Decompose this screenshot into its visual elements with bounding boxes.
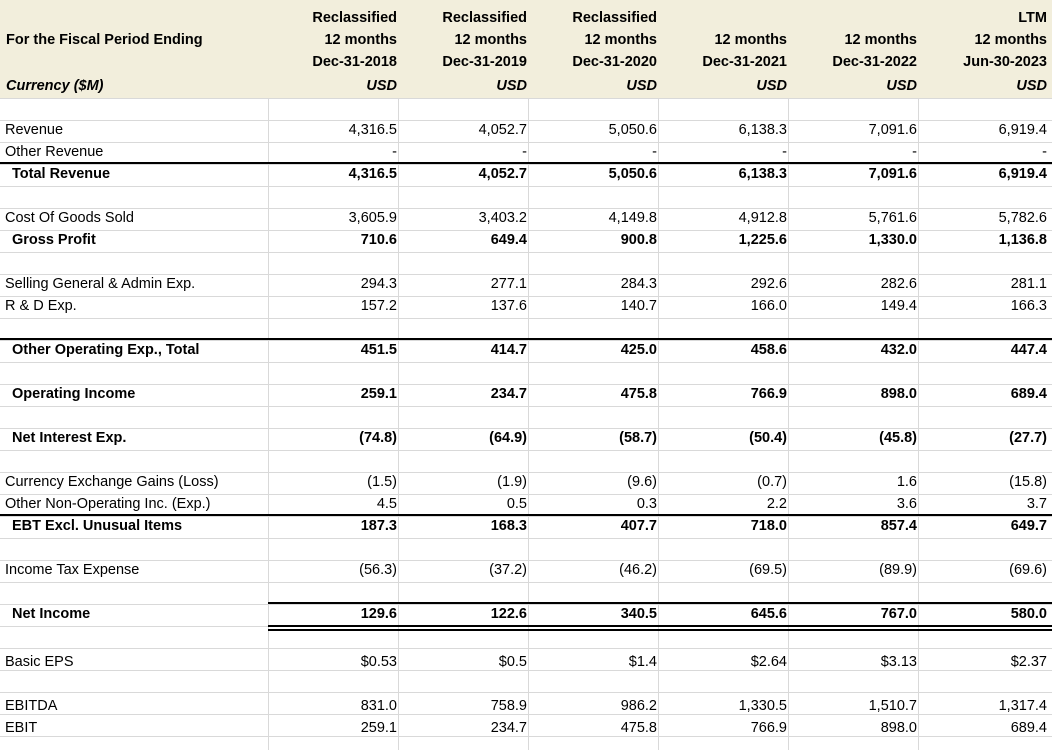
cell-value: $2.64 [750,654,787,670]
cell-value: 4,052.7 [478,122,527,138]
row-gridline [0,582,1052,583]
cell-value: 292.6 [750,276,787,292]
cell-value: 451.5 [360,342,397,358]
column-header-currency: USD [626,78,657,94]
cell-value: 767.0 [880,606,917,622]
cell-value: 166.3 [1010,298,1047,314]
table-row [0,559,1052,581]
cell-value: 3.7 [1026,496,1047,512]
cell-value: 1,330.5 [738,698,787,714]
row-gridline [0,648,1052,649]
cell-value: (64.9) [489,430,527,446]
row-gridline [0,318,1052,319]
column-header-date: Dec-31-2020 [572,54,657,70]
cell-value: (15.8) [1009,474,1047,490]
cell-value: 259.1 [360,386,397,402]
row-label: EBITDA [5,698,58,714]
cell-value: $2.37 [1010,654,1047,670]
cell-value: 282.6 [880,276,917,292]
cell-value: 4,149.8 [608,210,657,226]
row-gridline [0,692,1052,693]
column-header-duration: 12 months [844,32,917,48]
row-label: Other Revenue [5,144,104,160]
table-row [0,339,1052,361]
row-label: Selling General & Admin Exp. [5,276,196,292]
cell-value: 166.0 [750,298,787,314]
cell-value: 898.0 [880,386,917,402]
cell-value: 689.4 [1010,720,1047,736]
cell-value: 340.5 [620,606,657,622]
table-row [0,695,1052,717]
cell-value: 3,403.2 [478,210,527,226]
cell-value: 831.0 [360,698,397,714]
row-label: Basic EPS [5,654,74,670]
cell-value: 277.1 [490,276,527,292]
cell-value: 425.0 [620,342,657,358]
cell-value: 689.4 [1010,386,1047,402]
column-header-currency: USD [366,78,397,94]
cell-value: 1,317.4 [998,698,1047,714]
column-header-date: Dec-31-2018 [312,54,397,70]
cell-value: $0.53 [360,654,397,670]
table-row [0,603,1052,625]
cell-value: 5,782.6 [998,210,1047,226]
cell-value: (1.9) [497,474,527,490]
cell-value: 1,136.8 [998,232,1047,248]
period-label: For the Fiscal Period Ending [6,32,203,48]
cell-value: (1.5) [367,474,397,490]
row-label: Operating Income [12,386,136,402]
cell-value: 140.7 [620,298,657,314]
cell-value: - [912,144,917,160]
table-row [0,383,1052,405]
cell-value: 6,138.3 [738,166,787,182]
row-label: EBIT [5,720,38,736]
cell-value: 475.8 [620,720,657,736]
cell-value: (0.7) [757,474,787,490]
cell-value: 2.2 [766,496,787,512]
cell-value: 710.6 [360,232,397,248]
cell-value: 284.3 [620,276,657,292]
cell-value: 898.0 [880,720,917,736]
cell-value: (89.9) [879,562,917,578]
cell-value: 3.6 [896,496,917,512]
cell-value: 7,091.6 [868,166,917,182]
cell-value: 4,052.7 [478,166,527,182]
column-header-date: Dec-31-2019 [442,54,527,70]
column-header-date: Dec-31-2021 [702,54,787,70]
cell-value: 432.0 [880,342,917,358]
column-header-duration: 12 months [324,32,397,48]
column-header-date: Dec-31-2022 [832,54,917,70]
row-gridline [0,252,1052,253]
column-header-currency: USD [756,78,787,94]
cell-value: 234.7 [490,720,527,736]
cell-value: 758.9 [490,698,527,714]
column-header-3 [532,7,657,97]
cell-value: 649.4 [490,232,527,248]
total-rule-top [268,602,1052,604]
cell-value: 1,510.7 [868,698,917,714]
cell-value: 857.4 [880,518,917,534]
column-header-duration: 12 months [454,32,527,48]
row-label: Income Tax Expense [5,562,140,578]
cell-value: 0.5 [506,496,527,512]
column-header-duration: 12 months [584,32,657,48]
column-header-2 [402,7,527,97]
cell-value: (9.6) [627,474,657,490]
cell-value: 407.7 [620,518,657,534]
table-row [0,651,1052,673]
cell-value: (58.7) [619,430,657,446]
column-header-type: Reclassified [312,10,397,26]
subtotal-rule [0,162,1052,164]
total-double-rule [268,629,1052,631]
row-label: EBT Excl. Unusual Items [12,518,183,534]
column-header-currency: USD [1016,78,1047,94]
cell-value: (27.7) [1009,430,1047,446]
cell-value: 281.1 [1010,276,1047,292]
cell-value: 1.6 [896,474,917,490]
cell-value: (50.4) [749,430,787,446]
cell-value: 137.6 [490,298,527,314]
cell-value: - [1042,144,1047,160]
cell-value: 0.3 [636,496,657,512]
table-row [0,295,1052,317]
cell-value: 986.2 [620,698,657,714]
row-label: Net Income [12,606,91,622]
cell-value: 1,225.6 [738,232,787,248]
table-header [0,0,1052,98]
row-label: Gross Profit [12,232,96,248]
row-label: Total Revenue [12,166,111,182]
currency-label: Currency ($M) [6,78,104,94]
cell-value: $1.4 [628,654,657,670]
cell-value: (69.6) [1009,562,1047,578]
column-header-duration: 12 months [974,32,1047,48]
row-label: Revenue [5,122,64,138]
cell-value: $3.13 [880,654,917,670]
column-header-5 [792,7,917,97]
row-gridline [0,406,1052,407]
column-header-type: LTM [1018,10,1047,26]
cell-value: 122.6 [490,606,527,622]
column-header-4 [662,7,787,97]
row-label: Currency Exchange Gains (Loss) [5,474,219,490]
cell-value: 4.5 [376,496,397,512]
column-header-type: Reclassified [572,10,657,26]
cell-value: (74.8) [359,430,397,446]
cell-value: 5,761.6 [868,210,917,226]
cell-value: (46.2) [619,562,657,578]
cell-value: 580.0 [1010,606,1047,622]
cell-value: 234.7 [490,386,527,402]
table-row [0,471,1052,493]
cell-value: 458.6 [750,342,787,358]
column-header-type [792,7,917,29]
row-gridline [0,98,1052,99]
row-gridline [0,362,1052,363]
cell-value: 259.1 [360,720,397,736]
total-double-rule [268,625,1052,627]
column-header-currency: USD [496,78,527,94]
cell-value: 157.2 [360,298,397,314]
cell-value: 129.6 [360,606,397,622]
financial-table-body [0,98,1052,750]
cell-value: - [652,144,657,160]
cell-value: - [782,144,787,160]
subtotal-rule [0,514,1052,516]
cell-value: 414.7 [490,342,527,358]
table-row [0,427,1052,449]
column-header-type [662,7,787,29]
table-row [0,229,1052,251]
row-label: Cost Of Goods Sold [5,210,134,226]
cell-value: 1,330.0 [868,232,917,248]
cell-value: - [392,144,397,160]
cell-value: 3,605.9 [348,210,397,226]
column-header-currency: USD [886,78,917,94]
column-header-6 [922,7,1047,97]
cell-value: (56.3) [359,562,397,578]
table-row [0,163,1052,185]
cell-value: 7,091.6 [868,122,917,138]
cell-value: 475.8 [620,386,657,402]
column-header-type: Reclassified [442,10,527,26]
cell-value: 4,316.5 [348,166,397,182]
subtotal-rule [0,338,1052,340]
cell-value: 645.6 [750,606,787,622]
cell-value: 4,912.8 [738,210,787,226]
cell-value: (69.5) [749,562,787,578]
cell-value: 718.0 [750,518,787,534]
column-header-duration: 12 months [714,32,787,48]
cell-value: 649.7 [1010,518,1047,534]
cell-value: 187.3 [360,518,397,534]
row-gridline [0,538,1052,539]
column-header-1 [272,7,397,97]
table-row [0,207,1052,229]
table-row [0,119,1052,141]
table-row [0,273,1052,295]
row-label: Other Non-Operating Inc. (Exp.) [5,496,211,512]
cell-value: 766.9 [750,720,787,736]
row-label: Net Interest Exp. [12,430,127,446]
cell-value: - [522,144,527,160]
cell-value: (37.2) [489,562,527,578]
table-row [0,515,1052,537]
cell-value: 294.3 [360,276,397,292]
row-label: Other Operating Exp., Total [12,342,200,358]
cell-value: 447.4 [1010,342,1047,358]
cell-value: 168.3 [490,518,527,534]
cell-value: 6,138.3 [738,122,787,138]
cell-value: 5,050.6 [608,166,657,182]
table-row [0,717,1052,739]
table-row [0,141,1052,163]
cell-value: 4,316.5 [348,122,397,138]
cell-value: 149.4 [880,298,917,314]
cell-value: 766.9 [750,386,787,402]
cell-value: $0.5 [498,654,527,670]
cell-value: 6,919.4 [998,166,1047,182]
table-row [0,493,1052,515]
cell-value: 6,919.4 [998,122,1047,138]
cell-value: 5,050.6 [608,122,657,138]
cell-value: (45.8) [879,430,917,446]
row-gridline [0,450,1052,451]
row-label: R & D Exp. [5,298,77,314]
cell-value: 900.8 [620,232,657,248]
row-gridline [0,186,1052,187]
column-header-date: Jun-30-2023 [963,54,1047,70]
